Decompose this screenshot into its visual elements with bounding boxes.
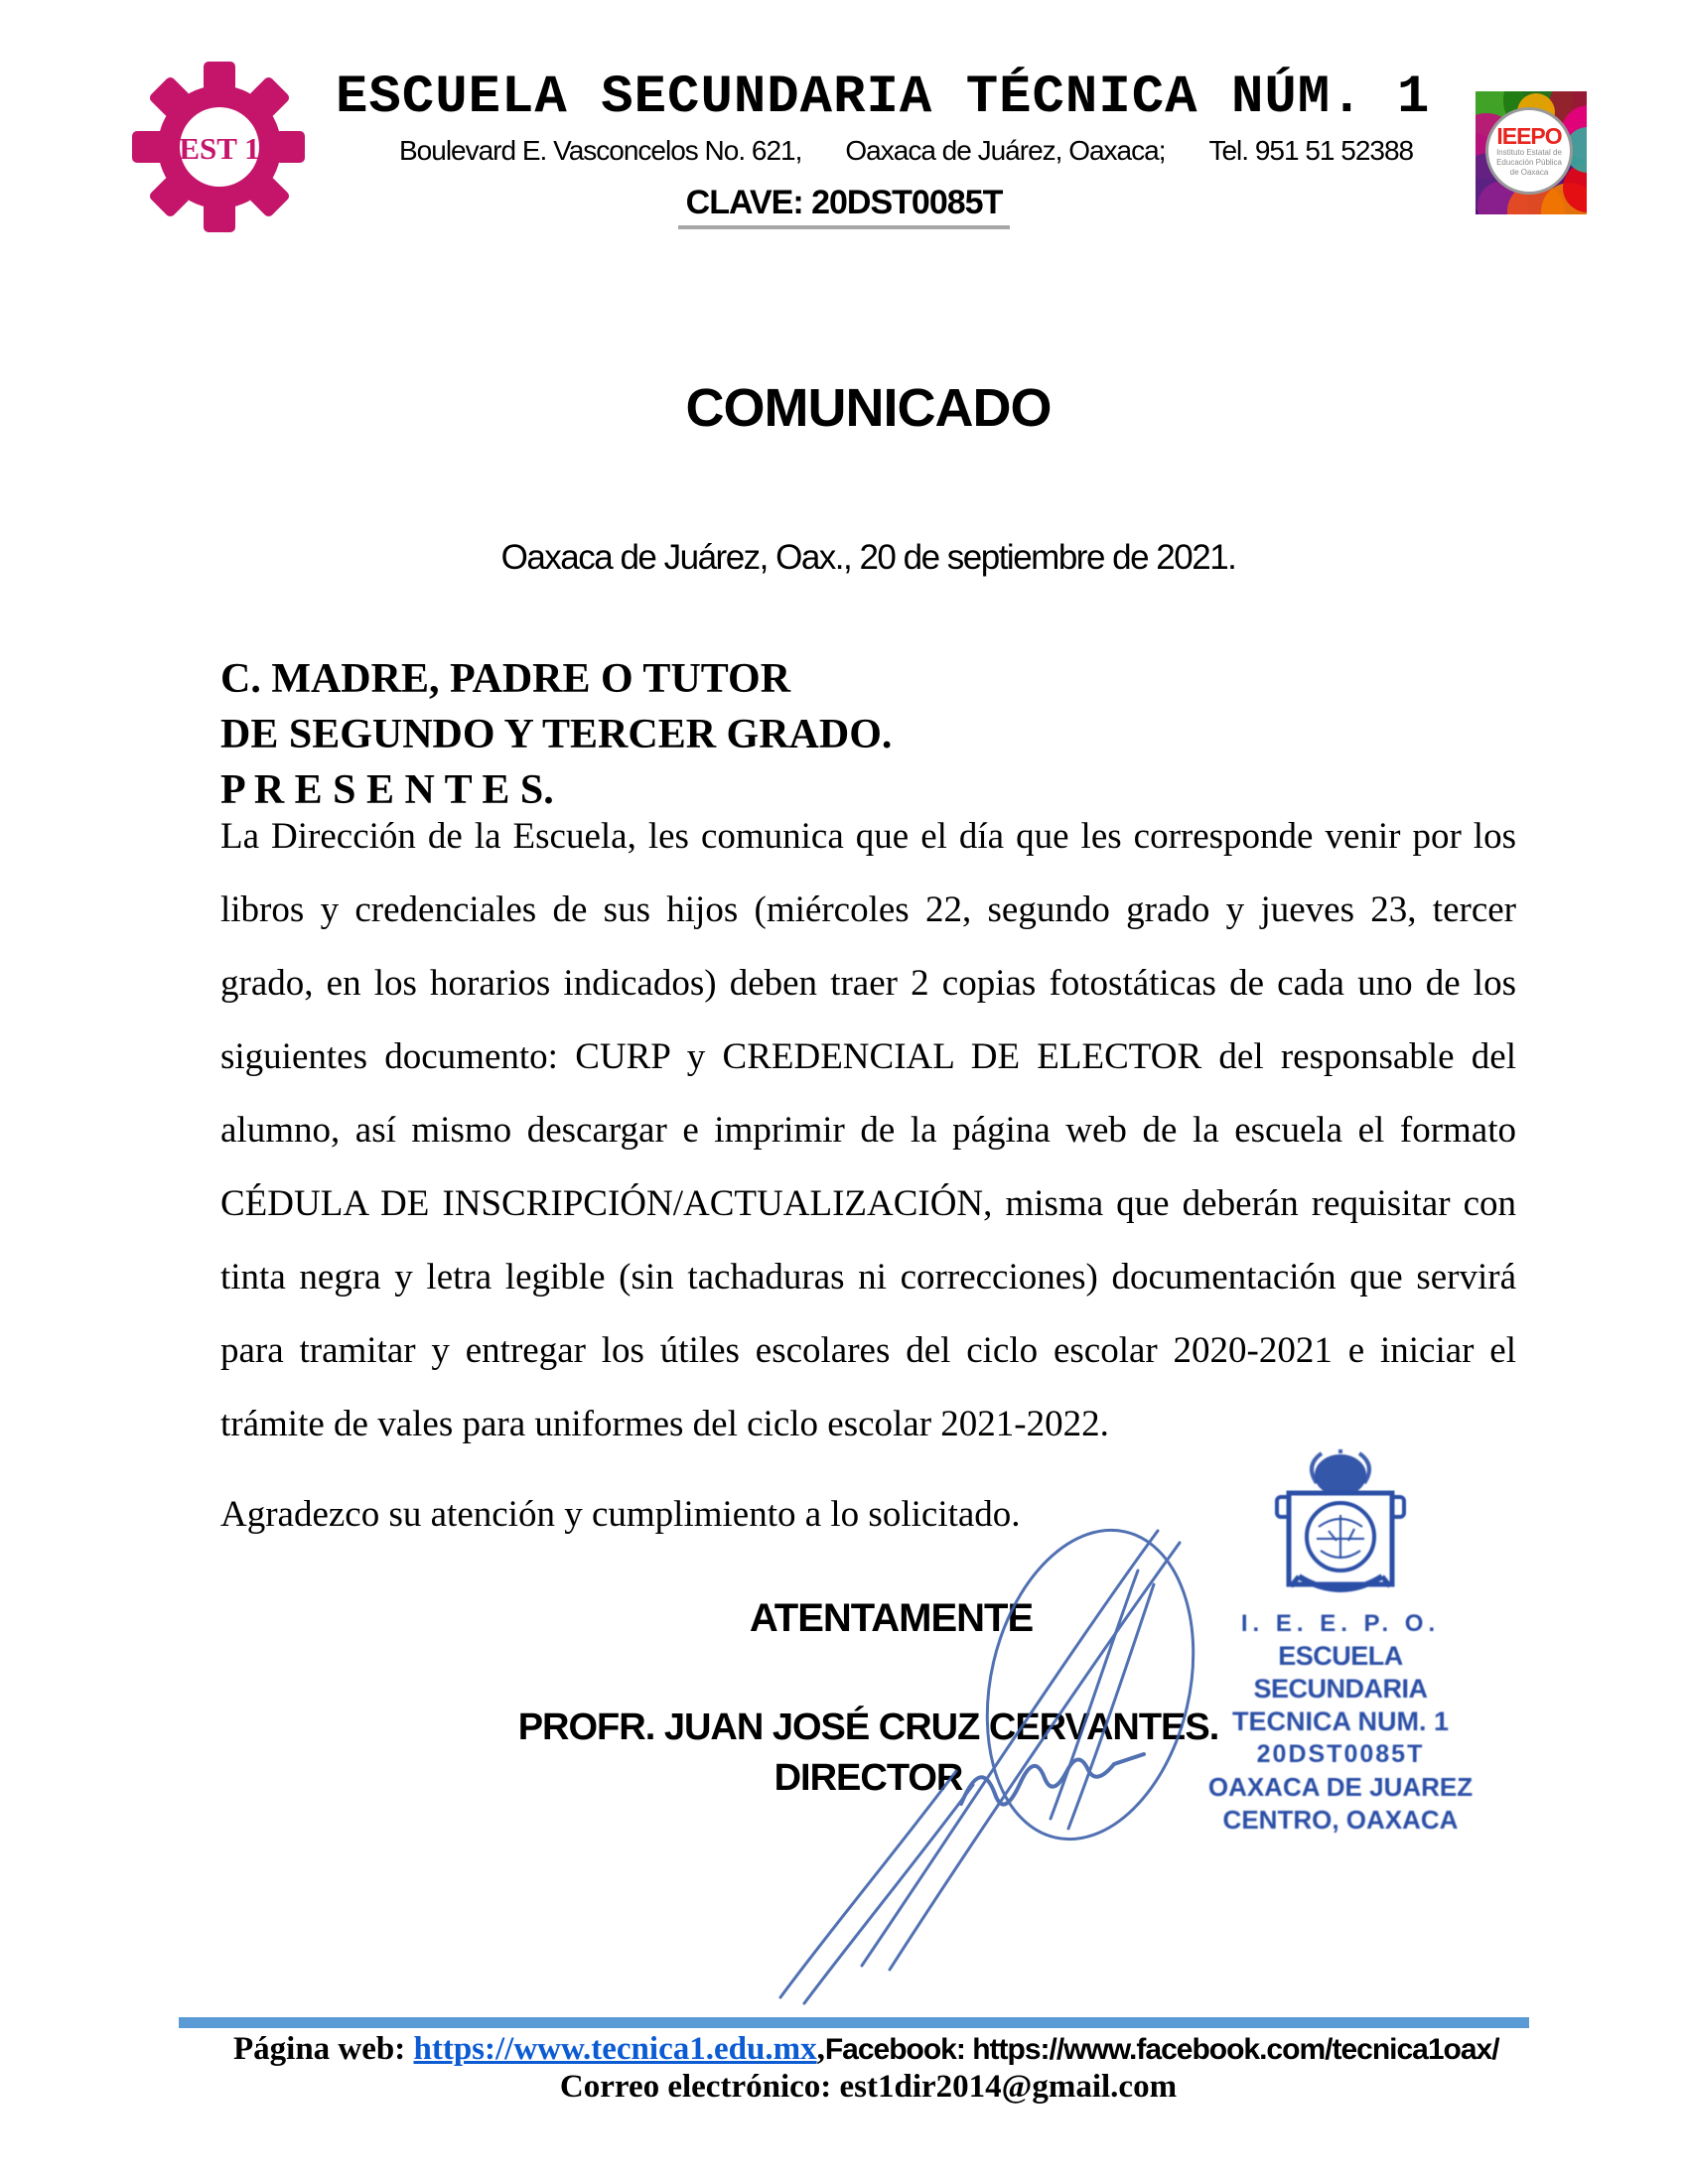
footer-web-label: Página web:	[233, 2031, 414, 2067]
clave-text: CLAVE: 20DST0085T	[678, 184, 1011, 229]
dateline: Oaxaca de Juárez, Oax., 20 de septiembre de 2021.	[500, 538, 1236, 577]
stamp-seal-icon	[1251, 1449, 1430, 1608]
ieepo-fullname-line: Educación Pública	[1496, 158, 1562, 167]
stamp-line: I. E. E. P. O.	[1240, 1610, 1441, 1637]
stamp-line: TECNICA NUM. 1	[1231, 1706, 1449, 1736]
school-clave	[0, 184, 1688, 229]
addressee-line: C. MADRE, PADRE O TUTOR	[220, 656, 791, 702]
footer-web-link[interactable]: https://www.tecnica1.edu.mx	[413, 2031, 817, 2067]
addressee-block	[220, 651, 892, 818]
addressee-line: DE SEGUNDO Y TERCER GRADO.	[220, 712, 893, 757]
stamp-line: CENTRO, OAXACA	[1222, 1805, 1459, 1835]
document-title: COMUNICADO	[685, 378, 1052, 438]
est1-logo-text: EST 1	[179, 131, 260, 166]
closing-paragraph: Agradezco su atención y cumplimiento a lo solicitado.	[220, 1494, 1021, 1535]
school-name: ESCUELA SECUNDARIA TÉCNICA NÚM. 1	[336, 68, 1431, 128]
footer-links-row	[233, 2031, 1499, 2068]
footer-web-separator: ,	[816, 2031, 825, 2067]
salutation: ATENTAMENTE	[749, 1596, 1034, 1640]
stamp-line: OAXACA DE JUAREZ	[1207, 1772, 1474, 1802]
stamp-line: 20DST0085T	[1256, 1740, 1425, 1768]
addressee-line: P R E S E N T E S.	[220, 767, 554, 813]
footer-facebook: Facebook: https://www.facebook.com/tecnica1oax/	[824, 2033, 1499, 2066]
signer-title: DIRECTOR	[774, 1757, 963, 1799]
ieepo-logo-center	[1485, 107, 1573, 195]
address-street: Boulevard E. Vasconcelos No. 621,	[399, 135, 802, 166]
footer-email: Correo electrónico: est1dir2014@gmail.com	[559, 2069, 1178, 2105]
address-city: Oaxaca de Juárez, Oaxaca;	[845, 135, 1166, 166]
ieepo-fullname-line: de Oaxaca	[1509, 168, 1549, 177]
ieepo-acronym: IEEPO	[1496, 123, 1562, 149]
body-paragraph: La Dirección de la Escuela, les comunica que el día que les corresponde venir por los libros y credenciales de sus hijos (miércoles 22, segundo grado y jueves 23, tercer grado, en los horarios indicados) deben traer 2 copias fotostáticas de cada uno de los siguientes documento: CURP y CREDENCIAL DE ELECTOR del responsable del alumno, así mismo descargar e imprimir de la página web de la escuela el formato CÉDULA DE INSCRIPCIÓN/ACTUALIZACIÓN, misma que deberán requisitar con tinta negra y letra legible (sin tachaduras ni correcciones) documentación que servirá para tramitar y entregar los útiles escolares del ciclo escolar 2020-2021 e iniciar el trámite de vales para uniformes del ciclo escolar 2021-2022.	[220, 816, 1516, 1444]
footer-divider	[179, 2017, 1529, 2028]
stamp-line: ESCUELA SECUNDARIA	[1253, 1641, 1428, 1704]
signer-name: PROFR. JUAN JOSÉ CRUZ CERVANTES.	[517, 1706, 1219, 1748]
ieepo-fullname-line: Instituto Estatal de	[1496, 148, 1562, 157]
address-phone: Tel. 951 51 52388	[1208, 135, 1414, 166]
footer-web	[233, 2031, 825, 2068]
school-address	[399, 135, 1413, 167]
school-stamp	[1196, 1449, 1484, 1837]
